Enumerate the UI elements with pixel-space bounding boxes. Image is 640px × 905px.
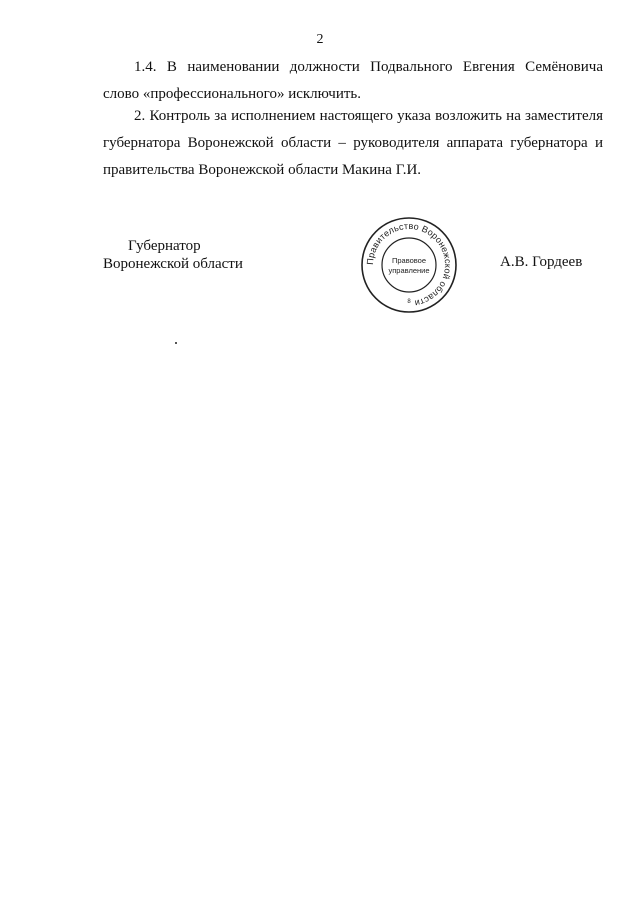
paragraph-2-line-3: правительства Воронежской области Макина Г.И.	[103, 162, 422, 178]
paragraph-1-4-line-1: 1.4. В наименовании должности Подвального Евгения Семёновича	[134, 59, 603, 75]
paragraph-1-4	[103, 54, 603, 108]
signatory-title-line-1: Губернатор	[128, 238, 201, 254]
signatory-title-line-2: Воронежской области	[103, 256, 243, 272]
stray-mark	[175, 342, 177, 344]
stamp-outer-text: Правительство Воронежской области	[364, 220, 454, 309]
stamp-bottom-mark: 8	[407, 299, 411, 305]
stamp-inner-line-2: управление	[388, 266, 430, 275]
page-number: 2	[316, 32, 324, 47]
paragraph-2	[103, 103, 603, 184]
stamp-seal-icon	[359, 215, 459, 315]
signatory-title	[103, 237, 273, 273]
paragraph-2-line-1: 2. Контроль за исполнением настоящего указа возложить на заместителя	[134, 108, 603, 124]
approval-stamp	[359, 215, 459, 315]
signatory-name: А.В. Гордеев	[500, 254, 583, 270]
stamp-inner-line-1: Правовое	[391, 256, 427, 265]
paragraph-2-line-2: губернатора Воронежской области – руководителя аппарата губернатора и	[103, 135, 603, 151]
paragraph-1-4-line-2: слово «профессионального» исключить.	[103, 86, 362, 102]
